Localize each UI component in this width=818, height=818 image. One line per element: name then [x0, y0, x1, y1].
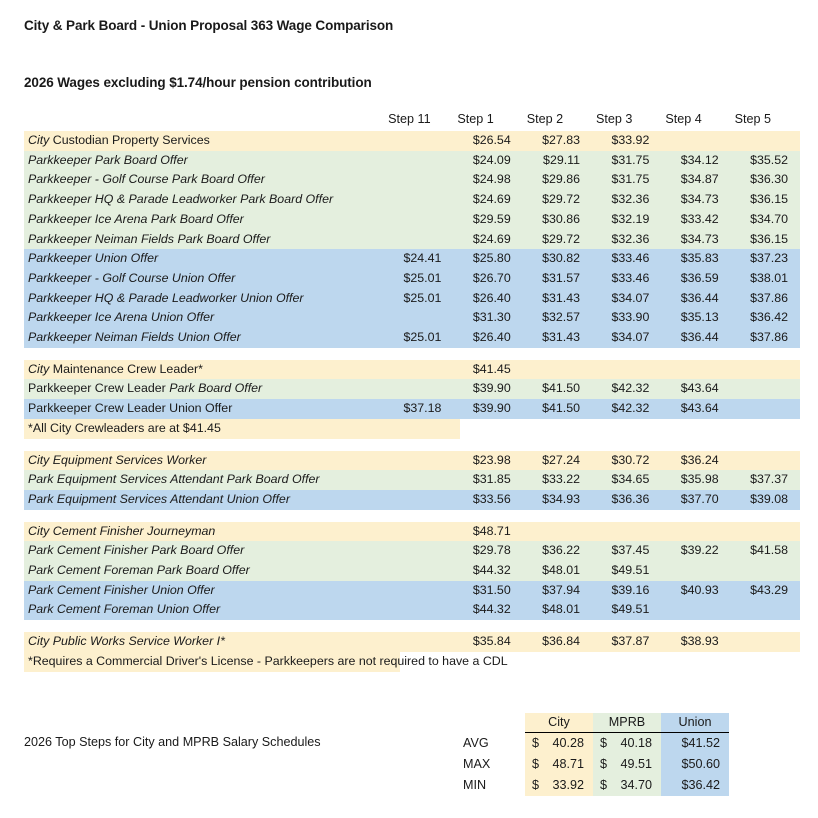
row-label [24, 308, 384, 328]
column-header-step3: Step 3 [596, 112, 633, 126]
column-header-step5: Step 5 [734, 112, 772, 126]
column-header-step1: Step 1 [457, 112, 494, 126]
currency-symbol: $ [600, 736, 608, 750]
cell-step3: $33.90 [592, 308, 661, 328]
cell-step3: $36.36 [592, 490, 661, 510]
cell-step2: $41.50 [523, 399, 592, 419]
table-row[interactable] [24, 190, 800, 210]
cell-step1: $31.85 [453, 470, 522, 490]
label-italic-part: Park Cement Foreman Park Board Offer [28, 563, 250, 578]
cell-step11: $37.18 [384, 399, 453, 419]
table-row[interactable] [24, 581, 800, 601]
summary-value-union: $36.42 [661, 775, 729, 796]
row-label [24, 131, 384, 151]
label-italic-part: City Equipment Services Worker [28, 452, 207, 467]
row-label [24, 541, 384, 561]
summary-column-header-city: City [525, 713, 593, 733]
row-label [24, 451, 384, 471]
cell-step5 [731, 399, 800, 419]
footnote-text: *Requires a Commercial Driver's License - Parkkeepers are not required to have a CDL [24, 652, 400, 672]
row-label [24, 600, 384, 620]
cell-step11 [384, 470, 453, 490]
cell-step2: $29.86 [523, 170, 592, 190]
table-spacer-row [24, 439, 800, 451]
cell-step2: $48.01 [523, 600, 592, 620]
summary-header-row [455, 713, 729, 733]
label-italic-part: Parkkeeper - Golf Course Union Offer [28, 270, 236, 285]
table-header-row [24, 112, 800, 131]
cell-step2: $41.50 [523, 379, 592, 399]
cell-step11 [384, 151, 453, 171]
cell-step5: $37.37 [731, 470, 800, 490]
cell-step1: $24.69 [453, 230, 522, 250]
summary-value-city: $ 40.28 [525, 733, 593, 755]
row-label [24, 652, 800, 672]
cell-step5: $39.08 [731, 490, 800, 510]
cell-step5: $36.42 [731, 308, 800, 328]
cell-step1: $31.50 [453, 581, 522, 601]
cell-step1: $35.84 [453, 632, 522, 652]
cell-step3: $34.07 [592, 289, 661, 309]
cell-step4: $35.13 [661, 308, 730, 328]
table-row[interactable] [24, 151, 800, 171]
cell-step5: $36.30 [731, 170, 800, 190]
cell-step3 [592, 522, 661, 542]
summary-value-city: $ 48.71 [525, 754, 593, 775]
label-italic-part: City [28, 133, 50, 147]
cell-step4: $34.12 [661, 151, 730, 171]
cell-step5 [731, 522, 800, 542]
summary-value-mprb: $ 34.70 [593, 775, 661, 796]
table-row[interactable] [24, 490, 800, 510]
table-row[interactable] [24, 269, 800, 289]
summary-row[interactable] [455, 775, 729, 796]
column-header-step11: Step 11 [388, 112, 431, 126]
label-italic-part: Parkkeeper Park Board Offer [28, 152, 188, 167]
table-row[interactable] [24, 170, 800, 190]
cell-step1: $23.98 [453, 451, 522, 471]
cell-step5 [731, 561, 800, 581]
cell-step3: $31.75 [592, 151, 661, 171]
label-roman-part: Custodian Property Services [49, 133, 210, 147]
label-italic-part: Park Equipment Services Attendant Union Offer [28, 491, 290, 506]
label-italic-part: Parkkeeper - Golf Course Park Board Offer [28, 172, 265, 187]
row-label [24, 151, 384, 171]
table-row[interactable] [24, 522, 800, 542]
table-spacer-row [24, 348, 800, 360]
label-roman-part: Parkkeeper Crew Leader Union Offer [28, 401, 233, 416]
cell-step11 [384, 230, 453, 250]
column-header-label [24, 112, 384, 131]
cell-step2: $29.72 [523, 230, 592, 250]
summary-row[interactable] [455, 733, 729, 755]
cell-step2 [523, 522, 592, 542]
cell-step11 [384, 379, 453, 399]
cell-step5: $37.86 [731, 289, 800, 309]
currency-symbol: $ [532, 757, 540, 771]
cell-step11 [384, 490, 453, 510]
cell-step2: $29.72 [523, 190, 592, 210]
row-label [24, 632, 384, 652]
row-label [24, 328, 384, 348]
table-row[interactable] [24, 131, 800, 151]
cell-step2: $36.84 [523, 632, 592, 652]
cell-step2: $31.43 [523, 328, 592, 348]
footnote-text: *All City Crewleaders are at $41.45 [24, 419, 460, 439]
cell-step11 [384, 170, 453, 190]
label-italic-part: Parkkeeper Ice Arena Union Offer [28, 310, 215, 325]
row-label [24, 269, 384, 289]
currency-symbol: $ [532, 736, 540, 750]
table-row[interactable] [24, 328, 800, 348]
top-steps-summary-table [455, 713, 729, 796]
cell-step11 [384, 541, 453, 561]
page-subtitle: 2026 Wages excluding $1.74/hour pension contribution [24, 75, 372, 90]
cell-step3: $42.32 [592, 379, 661, 399]
row-label [24, 360, 384, 380]
summary-row-label: MIN [463, 778, 487, 792]
label-italic-part: Parkkeeper HQ & Parade Leadworker Park Board Offer [28, 192, 334, 207]
cell-step5: $41.58 [731, 541, 800, 561]
summary-value-mprb: $ 49.51 [593, 754, 661, 775]
cell-step3: $39.16 [592, 581, 661, 601]
row-label [24, 490, 384, 510]
label-italic-part: Parkkeeper Neiman Fields Union Offer [28, 330, 241, 345]
label-italic-part: Parkkeeper HQ & Parade Leadworker Union Offer [28, 290, 304, 305]
summary-row[interactable] [455, 754, 729, 775]
cell-step5 [731, 131, 800, 151]
cell-step2: $32.57 [523, 308, 592, 328]
summary-row-label: MAX [463, 757, 491, 771]
label-roman-part: Parkkeeper Crew Leader [28, 381, 170, 396]
currency-symbol: $ [532, 778, 540, 792]
cell-step5: $36.15 [731, 190, 800, 210]
summary-value-city: $ 33.92 [525, 775, 593, 796]
cell-step1: $26.40 [453, 289, 522, 309]
cell-step11 [384, 360, 453, 380]
cell-step4: $36.59 [661, 269, 730, 289]
row-label [24, 190, 384, 210]
label-italic-part: City Public Works Service Worker I* [28, 634, 225, 649]
cell-step5 [731, 451, 800, 471]
cell-step4: $36.44 [661, 328, 730, 348]
cell-step11 [384, 308, 453, 328]
row-label [24, 581, 384, 601]
label-italic-part: Parkkeeper Neiman Fields Park Board Offer [28, 231, 271, 246]
cell-step11 [384, 522, 453, 542]
row-label [24, 470, 384, 490]
cell-step4: $34.87 [661, 170, 730, 190]
cell-step1: $29.59 [453, 210, 522, 230]
cell-step4: $40.93 [661, 581, 730, 601]
cell-step4: $39.22 [661, 541, 730, 561]
cell-step4: $43.64 [661, 399, 730, 419]
table-spacer-row [24, 510, 800, 522]
cell-step4: $35.98 [661, 470, 730, 490]
cell-step5: $37.86 [731, 328, 800, 348]
cell-step4: $35.83 [661, 249, 730, 269]
table-row[interactable] [24, 632, 800, 652]
cell-step11: $25.01 [384, 328, 453, 348]
cell-step1: $31.30 [453, 308, 522, 328]
cell-step2: $31.43 [523, 289, 592, 309]
row-label [24, 561, 384, 581]
cell-step5 [731, 600, 800, 620]
summary-corner-cell [455, 713, 525, 733]
table-row[interactable] [24, 289, 800, 309]
summary-value-union: $50.60 [661, 754, 729, 775]
cell-step1: $48.71 [453, 522, 522, 542]
cell-step3: $30.72 [592, 451, 661, 471]
cell-step2 [523, 360, 592, 380]
cell-step4: $36.44 [661, 289, 730, 309]
cell-step4: $43.64 [661, 379, 730, 399]
row-label [24, 249, 384, 269]
summary-value-mprb: $ 40.18 [593, 733, 661, 755]
cell-step1: $26.40 [453, 328, 522, 348]
cell-step4 [661, 600, 730, 620]
cell-step4: $38.93 [661, 632, 730, 652]
cell-step4 [661, 522, 730, 542]
cell-step4: $34.73 [661, 190, 730, 210]
row-label [24, 170, 384, 190]
table-row[interactable] [24, 308, 800, 328]
cell-step5: $38.01 [731, 269, 800, 289]
cell-step1: $39.90 [453, 399, 522, 419]
currency-symbol: $ [600, 757, 608, 771]
cell-step3: $42.32 [592, 399, 661, 419]
cell-step5 [731, 360, 800, 380]
cell-step3: $31.75 [592, 170, 661, 190]
table-row[interactable] [24, 451, 800, 471]
cell-step5: $37.23 [731, 249, 800, 269]
row-label [24, 289, 384, 309]
column-header-step4: Step 4 [665, 112, 702, 126]
cell-step3: $33.46 [592, 249, 661, 269]
label-italic-part: Park Cement Finisher Union Offer [28, 582, 215, 597]
cell-step3: $33.46 [592, 269, 661, 289]
cell-step1: $33.56 [453, 490, 522, 510]
row-label [24, 210, 384, 230]
cell-step2: $36.22 [523, 541, 592, 561]
table-row[interactable] [24, 419, 800, 439]
row-label [24, 230, 384, 250]
cell-step3 [592, 360, 661, 380]
cell-step4: $33.42 [661, 210, 730, 230]
label-italic-suffix: Park Board Offer [169, 381, 263, 396]
cell-step2: $34.93 [523, 490, 592, 510]
cell-step5: $35.52 [731, 151, 800, 171]
table-row[interactable] [24, 561, 800, 581]
cell-step3: $32.19 [592, 210, 661, 230]
cell-step1: $44.32 [453, 561, 522, 581]
cell-step11: $25.01 [384, 289, 453, 309]
cell-step2: $30.86 [523, 210, 592, 230]
cell-step2: $37.94 [523, 581, 592, 601]
cell-step11: $25.01 [384, 269, 453, 289]
cell-step11 [384, 210, 453, 230]
cell-step4 [661, 360, 730, 380]
summary-row-label: AVG [463, 735, 489, 750]
cell-step3: $37.87 [592, 632, 661, 652]
spacer-cell [24, 510, 800, 522]
cell-step5 [731, 379, 800, 399]
label-italic-part: Parkkeeper Union Offer [28, 251, 159, 266]
table-row[interactable] [24, 360, 800, 380]
cell-step2: $27.24 [523, 451, 592, 471]
cell-step1: $24.69 [453, 190, 522, 210]
label-italic-part: Parkkeeper Ice Arena Park Board Offer [28, 211, 244, 226]
cell-step5: $34.70 [731, 210, 800, 230]
cell-step3: $32.36 [592, 230, 661, 250]
cell-step5: $36.15 [731, 230, 800, 250]
table-row[interactable] [24, 379, 800, 399]
cell-step11 [384, 632, 453, 652]
spacer-cell [24, 620, 800, 632]
label-italic-part: City Cement Finisher Journeyman [28, 523, 216, 538]
label-italic-part: Park Cement Foreman Union Offer [28, 602, 221, 617]
label-roman-part: Maintenance Crew Leader* [49, 361, 203, 376]
summary-caption: 2026 Top Steps for City and MPRB Salary Schedules [24, 735, 321, 749]
label-italic-part: City [28, 361, 50, 376]
summary-column-header-mprb: MPRB [593, 713, 661, 733]
table-row[interactable] [24, 652, 800, 672]
summary-value-union: $41.52 [661, 733, 729, 755]
cell-step4: $37.70 [661, 490, 730, 510]
cell-step5: $43.29 [731, 581, 800, 601]
row-label [24, 399, 384, 419]
spacer-cell [24, 439, 800, 451]
cell-step11 [384, 561, 453, 581]
label-italic-part: Park Cement Finisher Park Board Offer [28, 543, 245, 558]
cell-step4 [661, 131, 730, 151]
cell-step4: $36.24 [661, 451, 730, 471]
table-row[interactable] [24, 600, 800, 620]
row-label [24, 522, 384, 542]
cell-step4: $34.73 [661, 230, 730, 250]
cell-step1: $24.98 [453, 170, 522, 190]
cell-step1: $25.80 [453, 249, 522, 269]
cell-step11: $24.41 [384, 249, 453, 269]
cell-step2: $33.22 [523, 470, 592, 490]
cell-step2: $29.11 [523, 151, 592, 171]
table-row[interactable] [24, 399, 800, 419]
cell-step11 [384, 600, 453, 620]
row-label [24, 379, 384, 399]
cell-step1: $44.32 [453, 600, 522, 620]
row-label [24, 419, 800, 439]
cell-step11 [384, 190, 453, 210]
summary-column-header-union: Union [661, 713, 729, 733]
table-row[interactable] [24, 249, 800, 269]
cell-step2: $30.82 [523, 249, 592, 269]
cell-step1: $41.45 [453, 360, 522, 380]
cell-step3: $49.51 [592, 561, 661, 581]
currency-symbol: $ [600, 778, 608, 792]
cell-step1: $24.09 [453, 151, 522, 171]
cell-step3: $49.51 [592, 600, 661, 620]
label-italic-part: Park Equipment Services Attendant Park Board Offer [28, 472, 320, 487]
cell-step2: $48.01 [523, 561, 592, 581]
cell-step3: $34.65 [592, 470, 661, 490]
cell-step3: $34.07 [592, 328, 661, 348]
spacer-cell [24, 348, 800, 360]
cell-step3: $37.45 [592, 541, 661, 561]
cell-step1: $26.70 [453, 269, 522, 289]
cell-step2: $27.83 [523, 131, 592, 151]
table-row[interactable] [24, 541, 800, 561]
cell-step1: $29.78 [453, 541, 522, 561]
cell-step4 [661, 561, 730, 581]
cell-step5 [731, 632, 800, 652]
cell-step11 [384, 451, 453, 471]
table-row[interactable] [24, 470, 800, 490]
table-row[interactable] [24, 210, 800, 230]
column-header-step2: Step 2 [526, 112, 564, 126]
wage-comparison-table [24, 112, 800, 672]
cell-step3: $33.92 [592, 131, 661, 151]
cell-step2: $31.57 [523, 269, 592, 289]
table-row[interactable] [24, 230, 800, 250]
cell-step11 [384, 131, 453, 151]
table-spacer-row [24, 620, 800, 632]
page-title: City & Park Board - Union Proposal 363 Wage Comparison [24, 18, 394, 33]
cell-step1: $39.90 [453, 379, 522, 399]
cell-step1: $26.54 [453, 131, 522, 151]
cell-step3: $32.36 [592, 190, 661, 210]
cell-step11 [384, 581, 453, 601]
